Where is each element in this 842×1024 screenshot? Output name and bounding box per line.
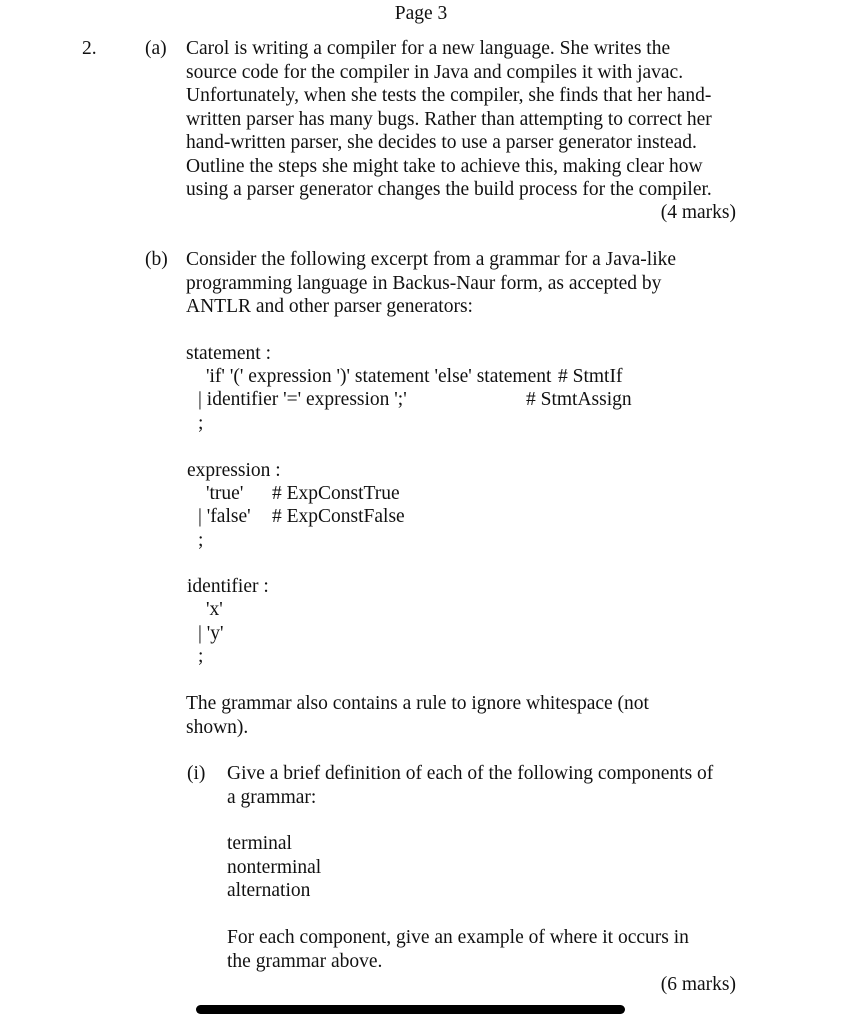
component-nonterminal: nonterminal: [227, 856, 322, 878]
part-a-marks: (4 marks): [660, 202, 736, 223]
home-indicator-bar[interactable]: [196, 1005, 625, 1014]
grammar-rule-identifier-alt1: 'x': [206, 599, 223, 620]
part-b-intro: [186, 248, 676, 319]
grammar-label-stmtassign: # StmtAssign: [526, 389, 632, 410]
grammar-rule-statement-alt2: | identifier '=' expression ';': [198, 389, 407, 410]
sub-part-i-line: a grammar:: [227, 786, 317, 808]
component-terminal: terminal: [227, 833, 292, 854]
sub-part-i-followup-line: For each component, give an example of where it occurs in: [227, 927, 689, 948]
part-b-intro-line: Consider the following excerpt from a grammar for a Java-like: [186, 249, 677, 270]
whitespace-note-line: The grammar also contains a rule to ignore whitespace (not: [186, 693, 649, 714]
sub-part-i-label: (i): [187, 763, 206, 784]
whitespace-note: [186, 692, 649, 739]
component-list: [227, 832, 321, 903]
part-b-intro-line: programming language in Backus-Naur form, as accepted by: [186, 272, 662, 294]
grammar-rule-identifier-end: ;: [198, 646, 204, 667]
part-b-label: (b): [145, 249, 168, 270]
sub-part-i-marks: (6 marks): [660, 974, 736, 995]
part-a-line: source code for the compiler in Java and compiles it with javac.: [186, 61, 684, 83]
part-b-intro-line: ANTLR and other parser generators:: [186, 296, 473, 317]
part-a-line: written parser has many bugs. Rather than attempting to correct her: [186, 108, 712, 130]
part-a-line: hand-written parser, she decides to use a parser generator instead.: [186, 132, 697, 153]
sub-part-i-followup: [227, 926, 689, 973]
sub-part-i-followup-line: the grammar above.: [227, 950, 383, 972]
grammar-rule-expression-end: ;: [198, 530, 204, 551]
sub-part-i-line: Give a brief definition of each of the following components of: [227, 763, 714, 784]
sub-part-i-text: [227, 762, 713, 809]
part-a-line: Unfortunately, when she tests the compiler, she finds that her hand-: [186, 85, 712, 106]
whitespace-note-line: shown).: [186, 716, 249, 738]
grammar-rule-expression-head: expression :: [187, 460, 281, 481]
grammar-rule-expression-alt2: | 'false': [198, 506, 251, 527]
grammar-label-expconsttrue: # ExpConstTrue: [272, 483, 400, 504]
component-alternation: alternation: [227, 880, 311, 901]
grammar-rule-expression-alt1: 'true': [206, 483, 244, 504]
grammar-rule-identifier-head: identifier :: [187, 576, 269, 597]
grammar-rule-statement-end: ;: [198, 413, 204, 434]
question-number: 2.: [82, 38, 97, 59]
part-a-line: Outline the steps she might take to achieve this, making clear how: [186, 155, 703, 177]
part-a-line: using a parser generator changes the build process for the compiler.: [186, 179, 712, 200]
part-a-label: (a): [145, 38, 167, 59]
grammar-rule-statement-head: statement :: [186, 343, 272, 364]
page-number: Page 3: [394, 3, 448, 24]
grammar-rule-identifier-alt2: | 'y': [198, 623, 224, 644]
part-a-text: [186, 37, 712, 202]
grammar-rule-statement-alt1: 'if' '(' expression ')' statement 'else' statement: [206, 366, 552, 387]
part-a-line: Carol is writing a compiler for a new language. She writes the: [186, 38, 671, 59]
grammar-label-expconstfalse: # ExpConstFalse: [272, 506, 405, 527]
grammar-label-stmtif: # StmtIf: [558, 366, 623, 387]
